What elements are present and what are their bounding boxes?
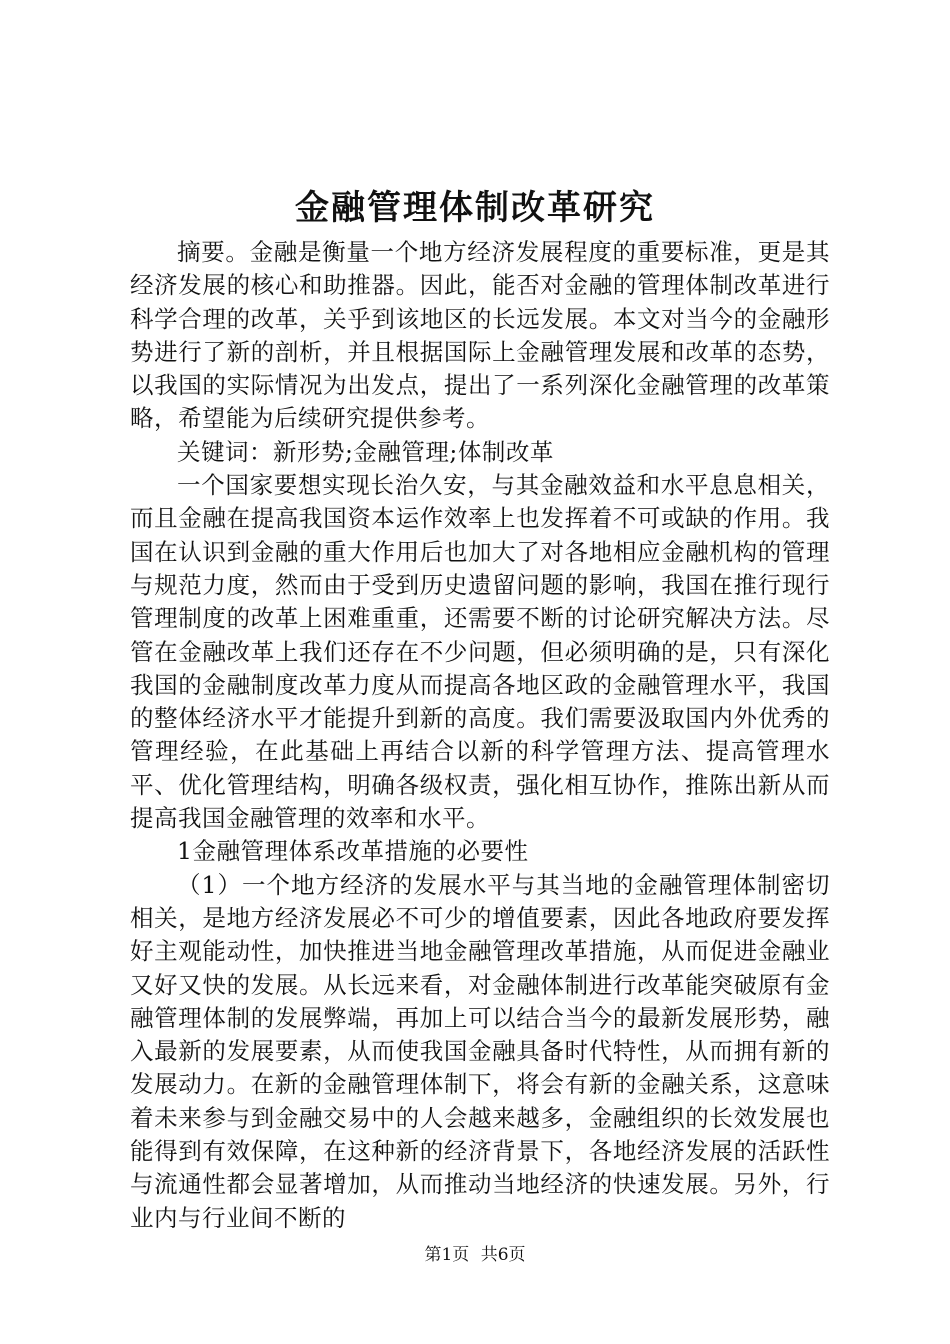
section-paragraph: （1）一个地方经济的发展水平与其当地的金融管理体制密切相关，是地方经济发展必不可少的增值要素，因此各地政府要发挥好主观能动性，加快推进当地金融管理改革措施，从而促进金融业又好又快的发展。从长远来看，对金融体制进行改革能突破原有金融管理体制的发展弊端，再加上可以结合当今的最新发展形势，融入最新的发展要素，从而使我国金融具备时代特性，从而拥有新的发展动力。在新的金融管理体制下，将会有新的金融关系，这意味着未来参与到金融交易中的人会越来越多，金融组织的长效发展也能得到有效保障，在这种新的经济背景下，各地经济发展的活跃性与流通性都会显著增加，从而推动当地经济的快速发展。另外，行业内与行业间不断的: [130, 870, 830, 1232]
keywords-paragraph: 关键词：新形势;金融管理;体制改革: [177, 437, 554, 466]
abstract-paragraph: 摘要。金融是衡量一个地方经济发展程度的重要标准，更是其经济发展的核心和助推器。因此，能否对金融的管理体制改革进行科学合理的改革，关乎到该地区的长远发展。本文对当今的金融形势进行了新的剖析，并且根据国际上金融管理发展和改革的态势，以我国的实际情况为出发点，提出了一系列深化金融管理的改革策略，希望能为后续研究提供参考。: [130, 238, 830, 433]
document-title: 金融管理体制改革研究: [295, 188, 655, 228]
page-number: 第1页: [424, 1245, 470, 1265]
page-total: 共6页: [480, 1245, 526, 1265]
page-footer: [0, 1243, 950, 1267]
intro-paragraph: 一个国家要想实现长治久安，与其金融效益和水平息息相关，而且金融在提高我国资本运作效率上也发挥着不可或缺的作用。我国在认识到金融的重大作用后也加大了对各地相应金融机构的管理与规范力度，然而由于受到历史遗留问题的影响，我国在推行现行管理制度的改革上困难重重，还需要不断的讨论研究解决方法。尽管在金融改革上我们还存在不少问题，但必须明确的是，只有深化我国的金融制度改革力度从而提高各地区政的金融管理水平，我国的整体经济水平才能提升到新的高度。我们需要汲取国内外优秀的管理经验，在此基础上再结合以新的科学管理方法、提高管理水平、优化管理结构，明确各级权责，强化相互协作，推陈出新从而提高我国金融管理的效率和水平。: [130, 471, 830, 833]
document-body: [130, 236, 830, 1235]
section-heading: 1金融管理体系改革措施的必要性: [177, 837, 529, 866]
